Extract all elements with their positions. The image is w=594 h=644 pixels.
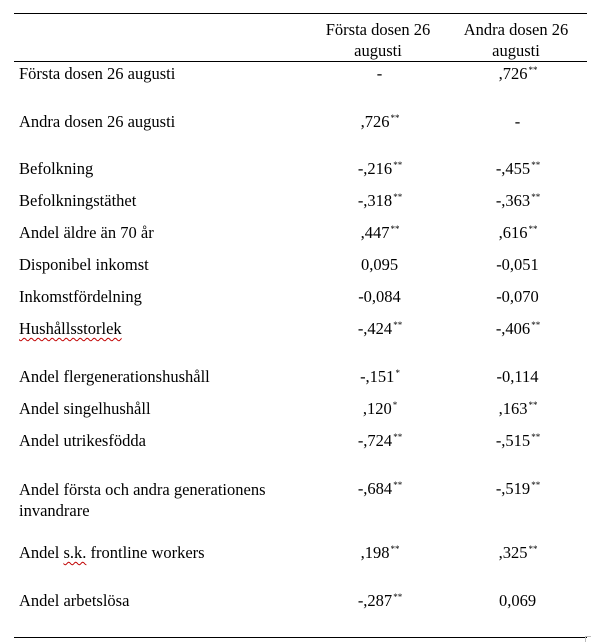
- value-first-dose: 0,095: [360, 255, 399, 274]
- value-first-dose: ,447**: [360, 223, 400, 242]
- value-second-dose: ,163**: [498, 399, 538, 418]
- row-label: Andel äldre än 70 år: [19, 223, 154, 242]
- spellcheck-marked-word: s.k.: [63, 543, 87, 562]
- table-row: [0, 590, 594, 612]
- value-first-dose: -,684**: [357, 479, 403, 498]
- row-label: Befolkning: [19, 159, 94, 178]
- value-first-dose: -0,084: [358, 287, 401, 306]
- row-label: Andra dosen 26 augusti: [19, 112, 176, 131]
- value-second-dose: 0,069: [498, 591, 537, 610]
- table-row: [0, 190, 594, 212]
- value-second-dose: -0,070: [496, 287, 539, 306]
- value-first-dose: -,724**: [357, 431, 403, 450]
- value-first-dose: -: [376, 64, 383, 83]
- value-second-dose: ,726**: [498, 64, 538, 83]
- table-row: [0, 111, 594, 133]
- table-top-rule: [14, 13, 587, 14]
- row-label: Andel flergenerationshushåll: [19, 367, 210, 386]
- table-row: [0, 222, 594, 244]
- value-first-dose: -,424**: [357, 319, 403, 338]
- value-second-dose: -0,114: [496, 367, 539, 386]
- row-label: Andel arbetslösa: [19, 591, 130, 610]
- row-label: Andel första och andra generationens invandrare: [19, 480, 266, 520]
- table-row: [0, 398, 594, 420]
- row-label: Första dosen 26 augusti: [19, 64, 176, 83]
- table-row: [0, 366, 594, 388]
- row-label: Andel singelhushåll: [19, 399, 151, 418]
- table-row: [0, 286, 594, 308]
- column-header-second-dose: Andra dosen 26 augusti: [463, 20, 569, 60]
- value-first-dose: -,151*: [360, 367, 400, 386]
- value-second-dose: -0,051: [496, 255, 539, 274]
- table-bottom-rule: [14, 637, 587, 638]
- table-row: [0, 254, 594, 276]
- row-label: Befolkningstäthet: [19, 191, 137, 210]
- value-second-dose: -,363**: [495, 191, 541, 210]
- row-label: Hushållsstorlek: [19, 319, 122, 338]
- value-second-dose: -,406**: [495, 319, 541, 338]
- value-second-dose: -,515**: [495, 431, 541, 450]
- value-second-dose: -: [514, 112, 521, 131]
- value-second-dose: -,455**: [495, 159, 541, 178]
- value-first-dose: -,287**: [357, 591, 403, 610]
- table-row: [0, 542, 594, 564]
- row-label: Andel s.k. frontline workers: [19, 543, 205, 562]
- value-second-dose: ,616**: [498, 223, 538, 242]
- value-second-dose: ,325**: [498, 543, 538, 562]
- table-row: [0, 158, 594, 180]
- table-row: [0, 63, 594, 85]
- value-first-dose: ,120*: [362, 399, 398, 418]
- value-first-dose: ,726**: [360, 112, 400, 131]
- value-first-dose: -,318**: [357, 191, 403, 210]
- value-second-dose: -,519**: [495, 479, 541, 498]
- resize-corner-icon: [585, 636, 591, 642]
- row-label: Disponibel inkomst: [19, 255, 149, 274]
- value-first-dose: -,216**: [357, 159, 403, 178]
- table-row: [0, 318, 594, 340]
- column-header-first-dose: Första dosen 26 augusti: [325, 20, 431, 60]
- row-label: Inkomstfördelning: [19, 287, 142, 306]
- table-row: [0, 478, 594, 522]
- value-first-dose: ,198**: [360, 543, 400, 562]
- table-row: [0, 430, 594, 452]
- header-rule: [14, 61, 587, 62]
- row-label: Andel utrikesfödda: [19, 431, 146, 450]
